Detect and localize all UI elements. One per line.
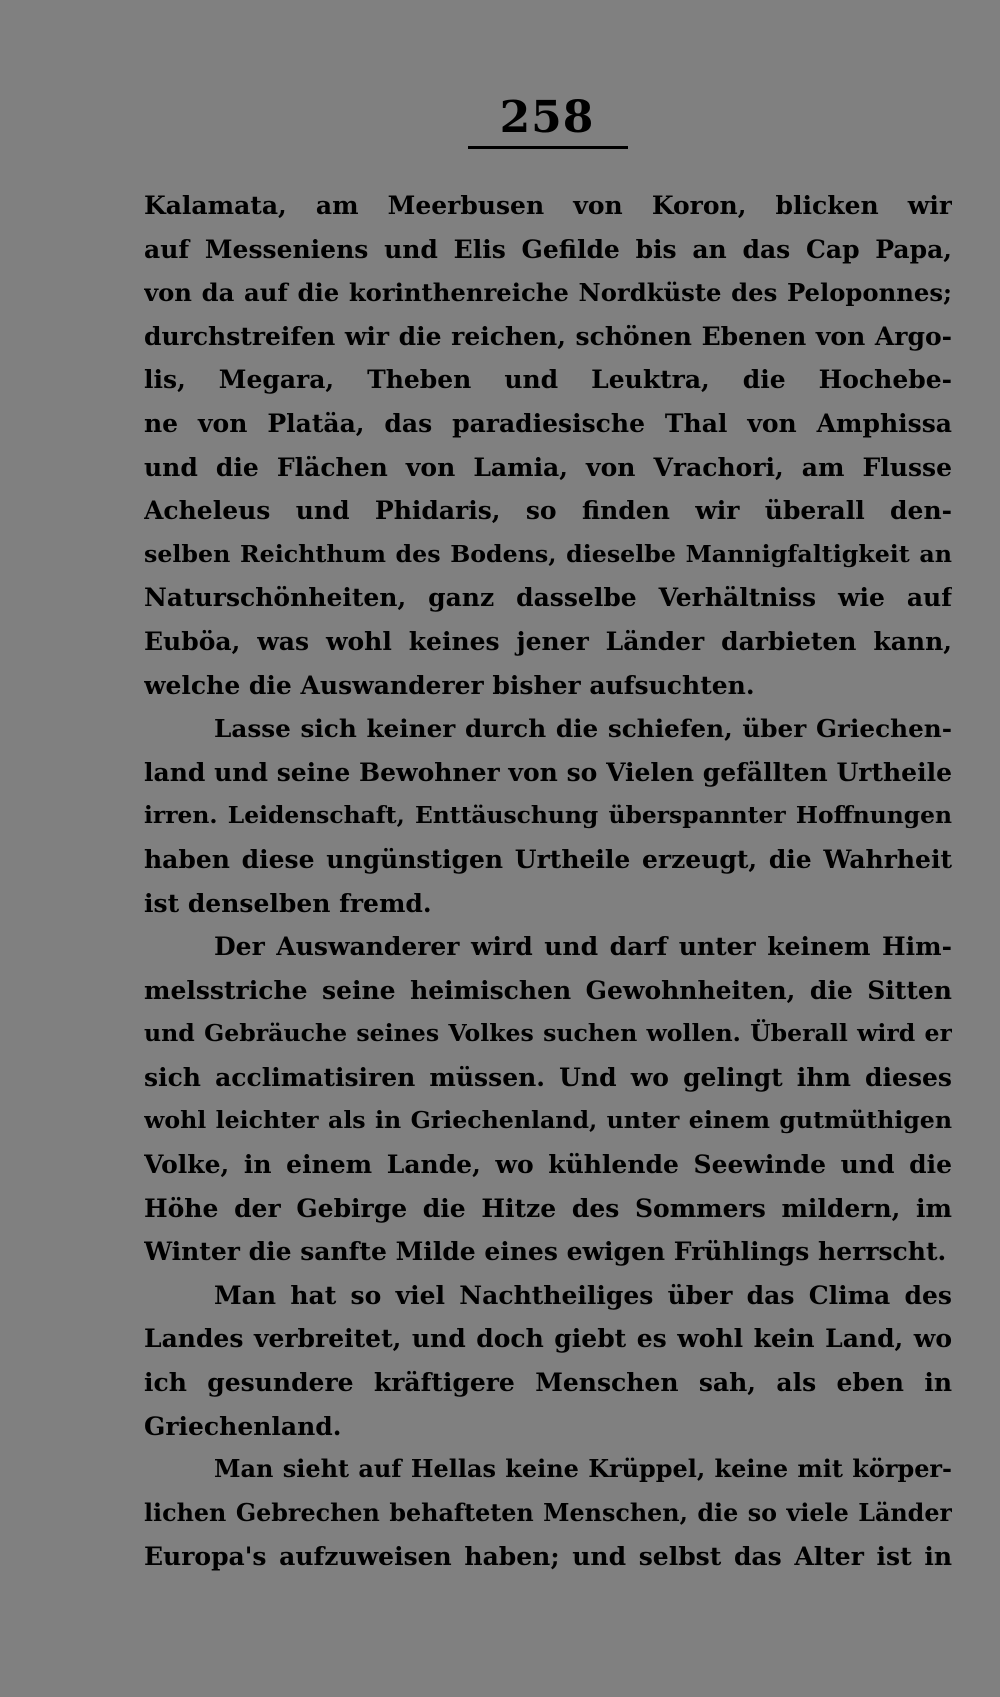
text-line: Man sieht auf Hellas keine Krüppel, keine mit körper- <box>214 1455 952 1484</box>
text-line: Euböa, was wohl keines jener Länder darbieten kann, <box>144 626 952 656</box>
text-line: Europa's aufzuweisen haben; und selbst das Alter ist in <box>144 1542 952 1572</box>
text-line: melsstriche seine heimischen Gewohnheiten, die Sitten <box>144 975 952 1005</box>
text-line: haben diese ungünstigen Urtheile erzeugt, die Wahrheit <box>144 844 952 874</box>
text-line: irren. Leidenschaft, Enttäuschung überspannter Hoffnungen <box>144 801 952 830</box>
text-line: land und seine Bewohner von so Vielen gefällten Urtheile <box>144 757 952 787</box>
text-line: auf Messeniens und Elis Gefilde bis an das Cap Papa, <box>144 234 952 264</box>
text-line: sich acclimatisiren müssen. Und wo gelingt ihm dieses <box>144 1062 952 1092</box>
text-line: Griechenland. <box>144 1411 342 1441</box>
text-body <box>144 184 952 1579</box>
text-line: ne von Platäa, das paradiesische Thal von Amphissa <box>144 408 952 438</box>
text-line: Naturschönheiten, ganz dasselbe Verhältniss wie auf <box>144 583 952 613</box>
text-line: durchstreifen wir die reichen, schönen Ebenen von Argo- <box>144 321 952 351</box>
text-line: lis, Megara, Theben und Leuktra, die Hochebe- <box>144 365 952 395</box>
text-line: und die Flächen von Lamia, von Vrachori, am Flusse <box>144 452 952 482</box>
text-line: welche die Auswanderer bisher aufsuchten. <box>144 670 755 700</box>
text-line: ich gesundere kräftigere Menschen sah, als eben in <box>144 1368 952 1398</box>
text-line: Man hat so viel Nachtheiliges über das Clima des <box>214 1280 952 1310</box>
text-line: von da auf die korinthenreiche Nordküste des Peloponnes; <box>144 278 952 308</box>
text-line: ist denselben fremd. <box>144 888 432 918</box>
header-rule <box>468 146 628 149</box>
text-line: und Gebräuche seines Volkes suchen wollen. Überall wird er <box>144 1019 952 1048</box>
text-line: Winter die sanfte Milde eines ewigen Frühlings herrscht. <box>144 1237 947 1267</box>
text-line: Landes verbreitet, und doch giebt es wohl kein Land, wo <box>144 1324 952 1354</box>
text-line: Kalamata, am Meerbusen von Koron, blicken wir <box>144 191 952 220</box>
text-line: Lasse sich keiner durch die schiefen, über Griechen- <box>214 714 952 744</box>
text-line: Höhe der Gebirge die Hitze des Sommers mildern, im <box>144 1193 952 1223</box>
page-number: 258 <box>499 92 595 143</box>
text-line: lichen Gebrechen behafteten Menschen, die so viele Länder <box>144 1498 952 1527</box>
text-line: Volke, in einem Lande, wo kühlende Seewinde und die <box>144 1150 952 1180</box>
text-line: Acheleus und Phidaris, so finden wir überall den- <box>144 496 952 526</box>
text-line: selben Reichthum des Bodens, dieselbe Mannigfaltigkeit an <box>144 539 952 568</box>
text-line: Der Auswanderer wird und darf unter keinem Him- <box>214 932 952 962</box>
text-line: wohl leichter als in Griechenland, unter einem gutmüthigen <box>144 1106 952 1135</box>
